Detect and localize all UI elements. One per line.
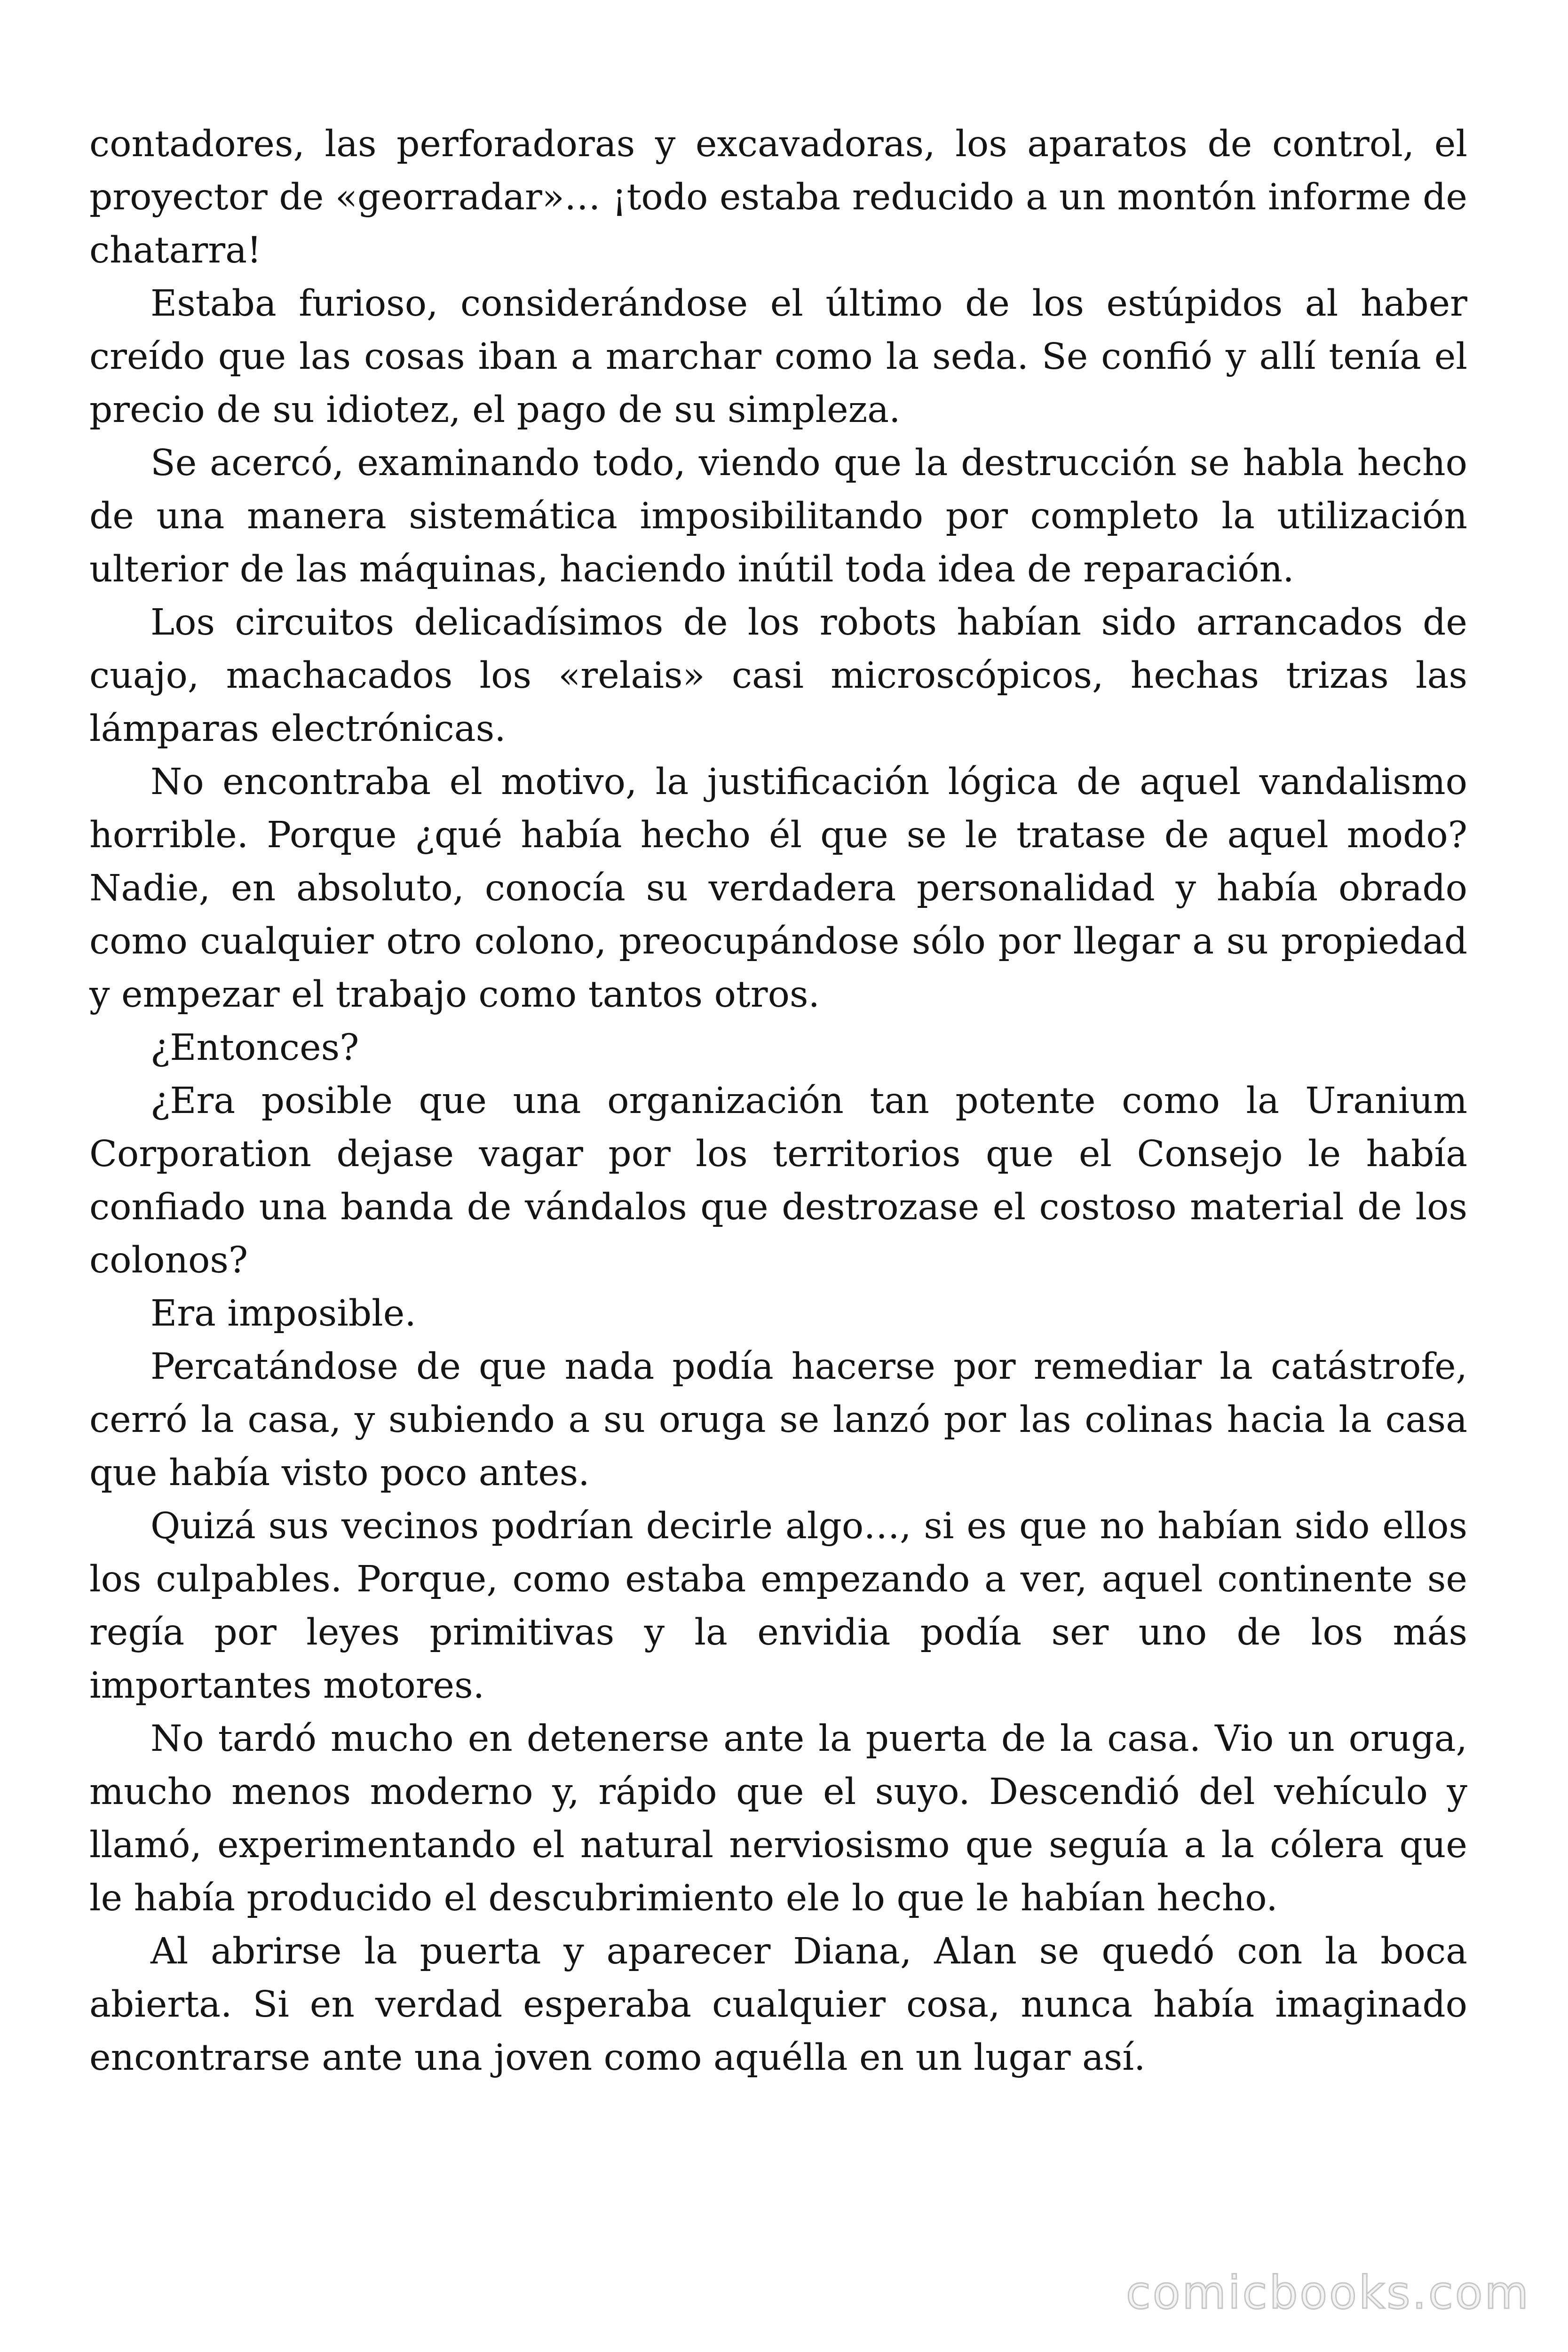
paragraph-12: Al abrirse la puerta y aparecer Diana, Alan se quedó con la boca abierta. Si en verdad esperaba cualquier cosa, nunca había imaginado encontrarse ante una joven como aquélla en un lugar así.: [89, 1931, 1467, 2079]
paragraph-4: Los circuitos delicadísimos de los robots habían sido arrancados de cuajo, machacados los «relais» casi microscópicos, hechas trizas las lámparas electrónicas.: [89, 602, 1467, 750]
paragraph-9: Percatándose de que nada podía hacerse por remediar la catástrofe, cerró la casa, y subiendo a su oruga se lanzó por las colinas hacia la casa que había visto poco antes.: [89, 1346, 1467, 1494]
paragraph-10: Quizá sus vecinos podrían decirle algo…, si es que no habían sido ellos los culpables. Porque, como estaba empezando a ver, aquel continente se regía por leyes primitivas y la envidia podía ser uno de los más importantes motores.: [89, 1505, 1467, 1707]
page-text: [89, 118, 1467, 2084]
paragraph-7: ¿Era posible que una organización tan potente como la Uranium Corporation dejase vagar por los territorios que el Consejo le había confiado una banda de vándalos que destrozase el costoso material de los colonos?: [89, 1080, 1467, 1281]
paragraph-11: No tardó mucho en detenerse ante la puerta de la casa. Vio un oruga, mucho menos moderno y, rápido que el suyo. Descendió del vehículo y llamó, experimentando el natural nerviosismo que seguía a la cólera que le había producido el descubrimiento ele lo que le habían hecho.: [89, 1718, 1467, 1919]
paragraph-1: contadores, las perforadoras y excavadoras, los aparatos de control, el proyector de «georradar»… ¡todo estaba reducido a un montón informe de chatarra!: [89, 123, 1467, 271]
paragraph-8: Era imposible.: [150, 1293, 416, 1335]
paragraph-6: ¿Entonces?: [150, 1027, 359, 1069]
paragraph-2: Estaba furioso, considerándose el último de los estúpidos al haber creído que las cosas iban a marchar como la seda. Se confió y allí tenía el precio de su idiotez, el pago de su simpleza.: [89, 283, 1467, 431]
paragraph-3: Se acercó, examinando todo, viendo que la destrucción se habla hecho de una manera sistemática imposibilitando por completo la utilización ulterior de las máquinas, haciendo inútil toda idea de reparación.: [89, 442, 1467, 590]
paragraph-5: No encontraba el motivo, la justificación lógica de aquel vandalismo horrible. Porque ¿qué había hecho él que se le tratase de aquel modo? Nadie, en absoluto, conocía su verdadera personalidad y había obrado como cualquier otro colono, preocupándose sólo por llegar a su propiedad y empezar el trabajo como tantos otros.: [89, 761, 1467, 1016]
watermark: comicbooks.com: [1125, 2266, 1530, 2319]
